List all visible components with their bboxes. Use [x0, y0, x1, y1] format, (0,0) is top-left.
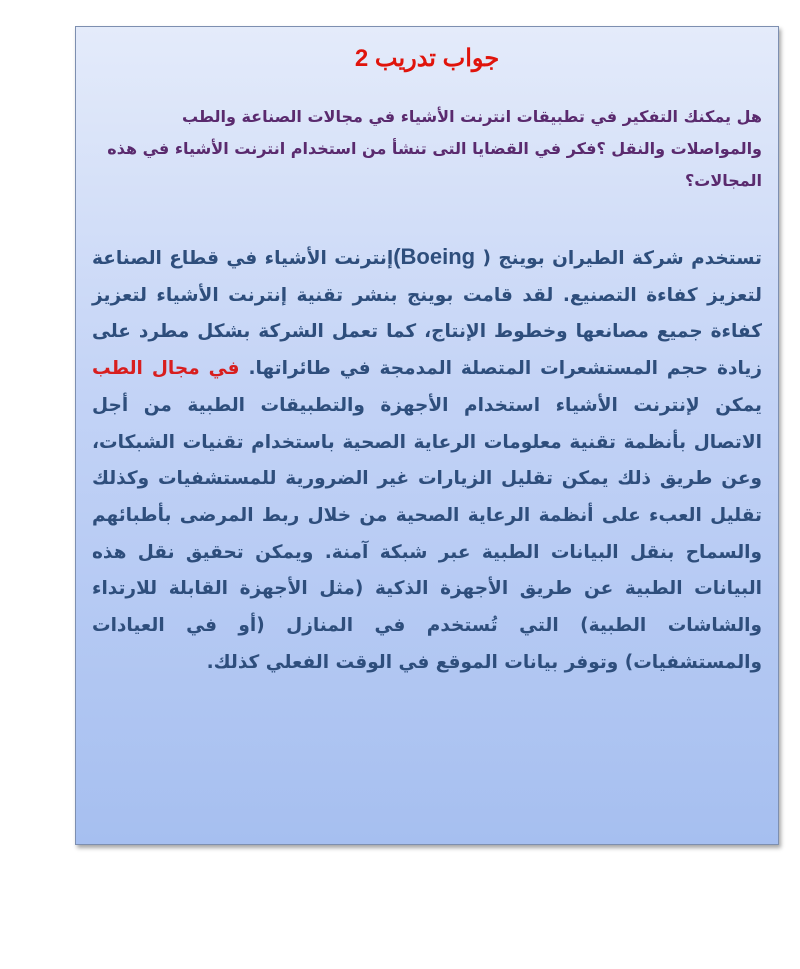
- answer-intro-text: تستخدم شركة الطيران بوينج (: [475, 248, 763, 269]
- exercise-question: هل يمكنك التفكير في تطبيقات انترنت الأشياء في مجالات الصناعة والطب والمواصلات والنقل ؟فكر في القضايا التى تنشأ من استخدام انترنت الأشياء في هذه المجالات؟: [107, 107, 762, 190]
- answer-card: [75, 26, 779, 845]
- card-title: جواب تدريب 2: [354, 45, 500, 72]
- answer-medical-text: يمكن لإنترنت الأشياء استخدام الأجهزة والتطبيقات الطبية من أجل الاتصال بأنظمة تقنية معلومات الرعاية الصحية باستخدام تقنيات الشبكات، وعن طريق ذلك يمكن تقليل الزيارات غير الضرورية للمستشفيات وكذلك تقليل العبء على أنظمة الرعاية الصحية من خلال ربط المرضى بأطبائهم والسماح بنقل البيانات الطبية عبر شبكة آمنة. ويمكن تحقيق نقل هذه البيانات الطبية عن طريق الأجهزة الذكية (مثل الأجهزة القابلة للارتداء والشاشات الطبية) التي تُستخدم في المنازل (أو في العيادات والمستشفيات) وتوفر بيانات الموقع في الوقت الفعلي كذلك.: [92, 394, 762, 673]
- answer-paragraph: [92, 239, 762, 681]
- medical-field-label: في مجال الطب: [92, 358, 240, 380]
- answer-industry-text: إنترنت الأشياء في قطاع الصناعة لتعزيز كفاءة التصنيع. لقد قامت بوينج بنشر تقنية إنترنت الأشياء لتعزيز كفاءة جميع مصانعها وخطوط الإنتاج، كما تعمل الشركة بشكل مطرد على زيادة حجم المستشعرات المتصلة المدمجة في طائراتها.: [92, 248, 763, 380]
- brand-name: (Boeing: [393, 244, 476, 269]
